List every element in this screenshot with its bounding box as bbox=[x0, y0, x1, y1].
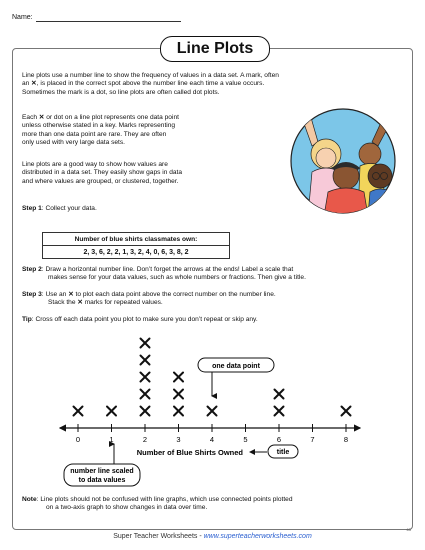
x-mark bbox=[208, 407, 217, 416]
page-title: Line Plots bbox=[176, 40, 254, 57]
tick-label: 8 bbox=[343, 435, 349, 444]
step-1: Step 1: Collect your data. bbox=[22, 205, 97, 212]
x-mark bbox=[342, 407, 351, 416]
axis-title: Number of Blue Shirts Owned bbox=[136, 448, 243, 457]
x-mark bbox=[141, 339, 150, 348]
x-mark bbox=[74, 407, 83, 416]
x-mark bbox=[107, 407, 116, 416]
tick-label: 1 bbox=[109, 435, 114, 444]
title-box bbox=[160, 36, 270, 62]
x-mark bbox=[174, 407, 183, 416]
data-table-header: Number of blue shirts classmates own: bbox=[43, 233, 230, 246]
scale-callout-line-1: number line scaled bbox=[70, 468, 134, 475]
x-mark bbox=[141, 356, 150, 365]
x-mark bbox=[141, 373, 150, 382]
x-mark bbox=[174, 390, 183, 399]
page-code: 65 bbox=[406, 527, 411, 532]
line-plot bbox=[0, 248, 425, 498]
intro-line-3: Sometimes the mark is a dot, so line plots are often called dot plots. bbox=[22, 88, 220, 96]
data-point-callout: one data point bbox=[212, 363, 260, 370]
each-paragraph: Each ✕ or dot on a line plot represents one data point unless otherwise stated in a key. Marks representing more than one data point are rare. They are often only used with very large data sets. bbox=[22, 114, 179, 147]
x-mark-icon: ✕ bbox=[38, 114, 45, 121]
tip: Tip: Cross off each data point you plot to make sure you don’t repeat or skip any. bbox=[22, 316, 258, 323]
intro-line-2: an ✕, is placed in the correct spot above the number line each time a value occurs. bbox=[22, 80, 265, 88]
title-callout: title bbox=[276, 449, 290, 456]
data-table-values: 2, 3, 6, 2, 2, 1, 3, 2, 4, 0, 6, 3, 8, 2 bbox=[43, 246, 230, 259]
x-mark bbox=[141, 407, 150, 416]
intro-line-1: Line plots use a number line to show the frequency of values in a data set. A mark, often bbox=[22, 72, 279, 79]
tick-label: 5 bbox=[243, 435, 248, 444]
tick-label: 6 bbox=[276, 435, 282, 444]
x-mark bbox=[141, 390, 150, 399]
footer: Super Teacher Worksheets - www.superteacherworksheets.com bbox=[113, 533, 312, 540]
tick-label: 2 bbox=[142, 435, 148, 444]
good-paragraph: Line plots are a good way to show how values are distributed in a data set. They easily show gaps in data and where values are grouped, or clustered, together. bbox=[22, 161, 183, 185]
name-line bbox=[36, 21, 181, 22]
name-label: Name: bbox=[12, 14, 33, 21]
x-mark-icon: ✕ bbox=[77, 299, 83, 307]
step-2: Step 2: Draw a horizontal number line. Don’t forget the arrows at the ends! Label a scale that makes sense for your data values, such as whole numbers or fractions. Then give a title. bbox=[22, 266, 306, 282]
tick-label: 0 bbox=[75, 435, 81, 444]
x-mark-icon: ✕ bbox=[68, 291, 74, 298]
intro-paragraph bbox=[22, 72, 279, 97]
footer-url[interactable]: www.superteacherworksheets.com bbox=[203, 533, 312, 540]
x-mark-icon: ✕ bbox=[31, 80, 37, 88]
kids-illustration bbox=[288, 106, 398, 216]
tick-label: 4 bbox=[209, 435, 215, 444]
x-mark bbox=[275, 407, 284, 416]
tick-label: 3 bbox=[176, 435, 181, 444]
note: Note: Line plots should not be confused with line graphs, which use connected points plotted on a two-axis graph to show changes in data over time. bbox=[22, 496, 293, 512]
scale-callout-line-2: to data values bbox=[78, 477, 126, 484]
x-mark bbox=[174, 373, 183, 382]
x-mark bbox=[275, 390, 284, 399]
step-3: Step 3: Use an ✕ to plot each data point above the correct number on the number line. Stack the ✕ marks for repeated values. bbox=[22, 291, 276, 307]
tick-label: 7 bbox=[310, 435, 315, 444]
